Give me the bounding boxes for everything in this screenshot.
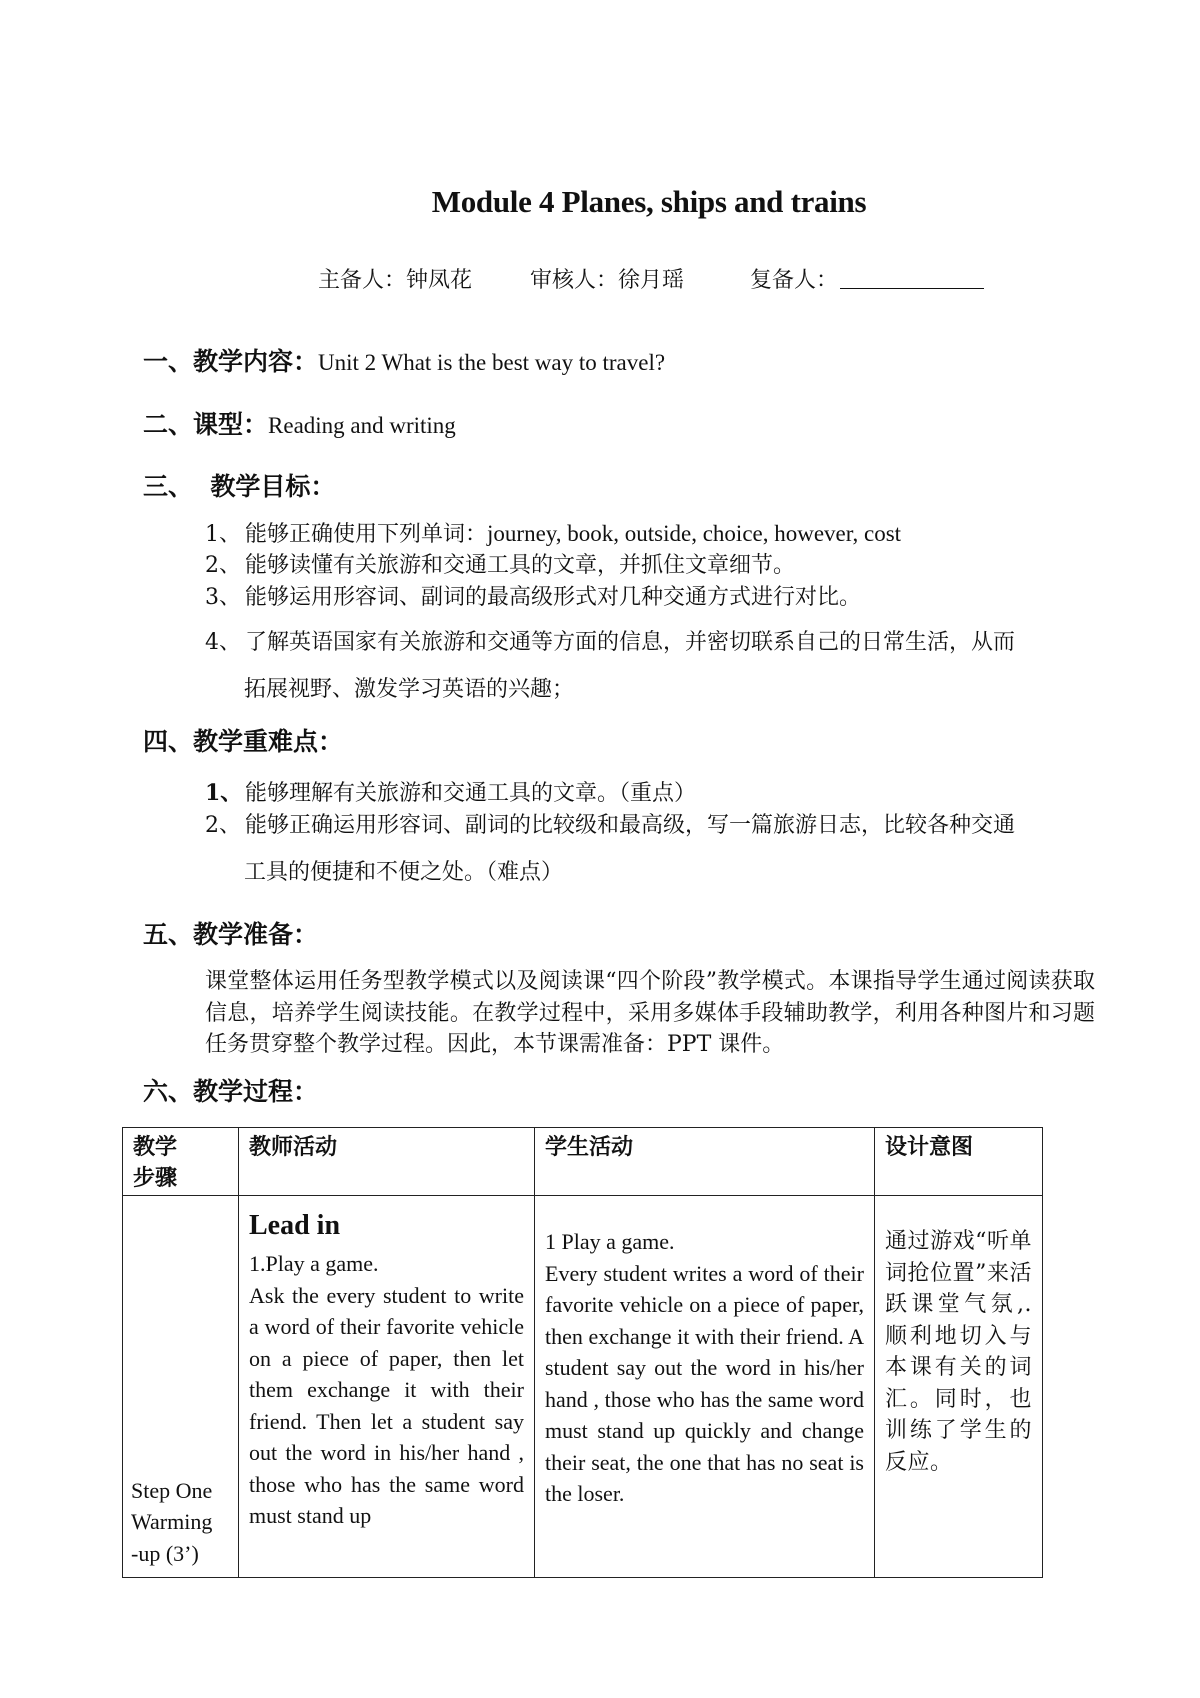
teacher-activity-cell: Lead in 1.Play a game. Ask the every student to write a word of their favorite vehicle on a piece of paper, then let them exchange it with their friend. Then let a student say out the word in his/her hand , those who has the same word must stand up bbox=[239, 1196, 535, 1578]
preparer: 主备人：钟凤花 bbox=[318, 268, 473, 293]
section-key-points-heading: 四、教学重难点： bbox=[143, 727, 344, 756]
lead-in-heading: Lead in bbox=[249, 1210, 341, 1241]
objective-item: 2、 能够读懂有关旅游和交通工具的文章，并抓住文章细节。 bbox=[205, 553, 796, 578]
key-point-item-continuation: 工具的便捷和不便之处。（难点） bbox=[244, 860, 564, 885]
objective-item-continuation: 拓展视野、激发学习英语的兴趣； bbox=[244, 677, 575, 702]
table-header-row bbox=[123, 1128, 1043, 1196]
preparation-paragraph: 课堂整体运用任务型教学模式以及阅读课“四个阶段”教学模式。本课指导学生通过阅读获取信息，培养学生阅读技能。在教学过程中，采用多媒体手段辅助教学，利用各种图片和习题任务贯穿整个教学过程。因此，本节课需准备：PPT 课件。 bbox=[205, 969, 1095, 1057]
header-student-activity: 学生活动 bbox=[535, 1128, 875, 1196]
key-point-item: 2、 能够正确运用形容词、副词的比较级和最高级，写一篇旅游日志，比较各种交通 bbox=[205, 813, 1016, 838]
objective-item: 1、 能够正确使用下列单词：journey, book, outside, choice, however, cost bbox=[205, 521, 902, 547]
section-preparation-heading: 五、教学准备： bbox=[143, 920, 319, 949]
objective-item: 4、 了解英语国家有关旅游和交通等方面的信息，并密切联系自己的日常生活，从而 bbox=[205, 630, 1016, 655]
copier-blank-line bbox=[840, 266, 984, 289]
header-teacher-activity: 教师活动 bbox=[239, 1128, 535, 1196]
header-design-intent: 设计意图 bbox=[875, 1128, 1043, 1196]
section-teaching-content: 一、教学内容：Unit 2 What is the best way to travel? bbox=[143, 347, 666, 376]
objective-item: 3、 能够运用形容词、副词的最高级形式对几种交通方式进行对比。 bbox=[205, 585, 862, 610]
document-title: Module 4 Planes, ships and trains bbox=[431, 184, 867, 219]
reviewer: 审核人：徐月瑶 bbox=[530, 268, 685, 293]
student-activity-cell: 1 Play a game. Every student writes a word of their favorite vehicle on a piece of paper, then exchange it with their friend. A student say out the word in his/her hand , those who has the same word must stand up quickly and change their seat, the one that has no seat is the loser. bbox=[535, 1196, 875, 1578]
section-objectives-heading: 三、 教学目标： bbox=[143, 472, 336, 501]
teaching-process-table bbox=[122, 1127, 1043, 1578]
step-cell: Step One Warming -up (3’) bbox=[123, 1196, 239, 1578]
design-intent-cell: 通过游戏“听单词抢位置”来活跃课堂气氛,.顺利地切入与本课有关的词汇。同时，也训练了学生的反应。 bbox=[875, 1196, 1043, 1578]
copier: 复备人： bbox=[750, 266, 838, 296]
section-lesson-type: 二、课型：Reading and writing bbox=[143, 410, 456, 439]
section-process-heading: 六、教学过程： bbox=[143, 1077, 319, 1106]
header-step: 教学步骤 bbox=[123, 1128, 239, 1196]
key-point-item: 1、 能够理解有关旅游和交通工具的文章。（重点） bbox=[205, 780, 697, 806]
table-row bbox=[123, 1196, 1043, 1578]
